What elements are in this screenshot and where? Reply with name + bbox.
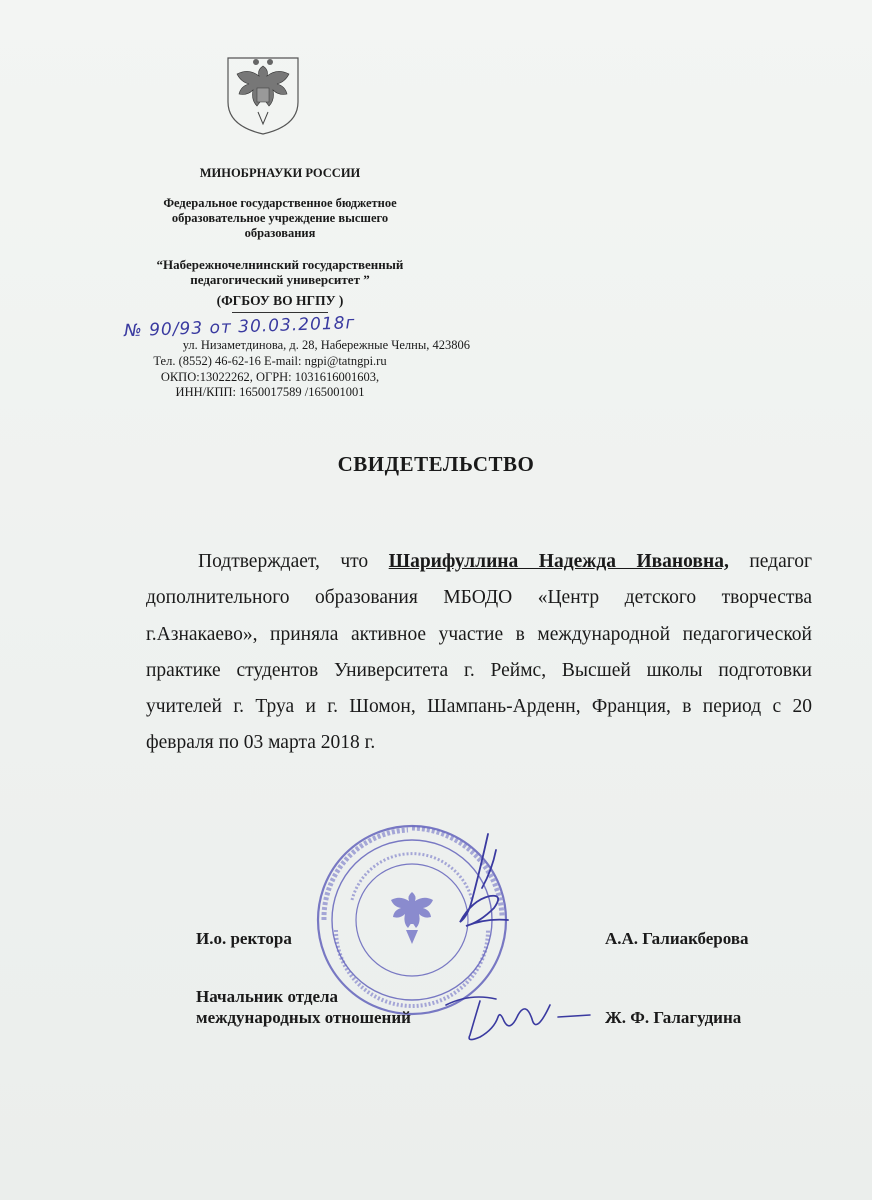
- university-name: [60, 257, 500, 287]
- institution-type: [60, 196, 500, 241]
- body-text: педагог дополнительного образования МБОДО «Центр детского творчества г.Азнакаево», приняла активное участие в международной педагогической практике студентов Университета г. Реймс, Высшей школы подготовки учителей г. Труа и г. Шомон, Шампань-Арденн, Франция, в период с 20 февраля по 03 марта 2018 г.: [146, 551, 812, 754]
- signatory-role-international-dept: [196, 986, 411, 1028]
- head-of-department-signature: [440, 985, 600, 1045]
- institution-line: образования: [244, 226, 316, 240]
- institution-line: образовательное учреждение высшего: [171, 211, 389, 225]
- coat-of-arms-icon: [218, 52, 308, 136]
- certificate-body: [146, 544, 812, 762]
- university-line: “Набережночелнинский государственный: [156, 257, 404, 272]
- contact-line: Тел. (8552) 46-62-16 E-mail: ngpi@tatngpi.ru: [153, 354, 387, 368]
- role-line: международных отношений: [196, 1008, 411, 1027]
- divider: [232, 312, 328, 313]
- signatory-role-rector: И.о. ректора: [196, 929, 292, 948]
- role-line: Начальник отдела: [196, 987, 339, 1006]
- institution-line: Федеральное государственное бюджетное: [163, 196, 397, 210]
- signatory-name-rector: А.А. Галиакберова: [605, 929, 749, 948]
- tax-ids-line: ИНН/КПП: 1650017589 /165001001: [175, 385, 365, 399]
- body-prefix: Подтверждает, что: [198, 551, 389, 572]
- recipient-name: Шарифуллина Надежда Ивановна,: [388, 551, 729, 572]
- university-line: педагогический университет ”: [190, 272, 370, 287]
- address-line: ул. Низаметдинова, д. 28, Набережные Челны, 423806: [182, 338, 470, 352]
- university-abbreviation: (ФГБОУ ВО НГПУ ): [216, 293, 344, 308]
- registration-number: № 90/93 от 30.03.2018г: [123, 313, 356, 342]
- ministry-name: МИНОБРНАУКИ РОССИИ: [199, 166, 361, 180]
- rector-signature: [420, 830, 520, 940]
- signatory-name-international-dept: Ж. Ф. Галагудина: [605, 1008, 742, 1027]
- registry-codes-line: ОКПО:13022262, ОГРН: 1031616001603,: [160, 370, 380, 384]
- document-title: СВИДЕТЕЛЬСТВО: [337, 452, 535, 476]
